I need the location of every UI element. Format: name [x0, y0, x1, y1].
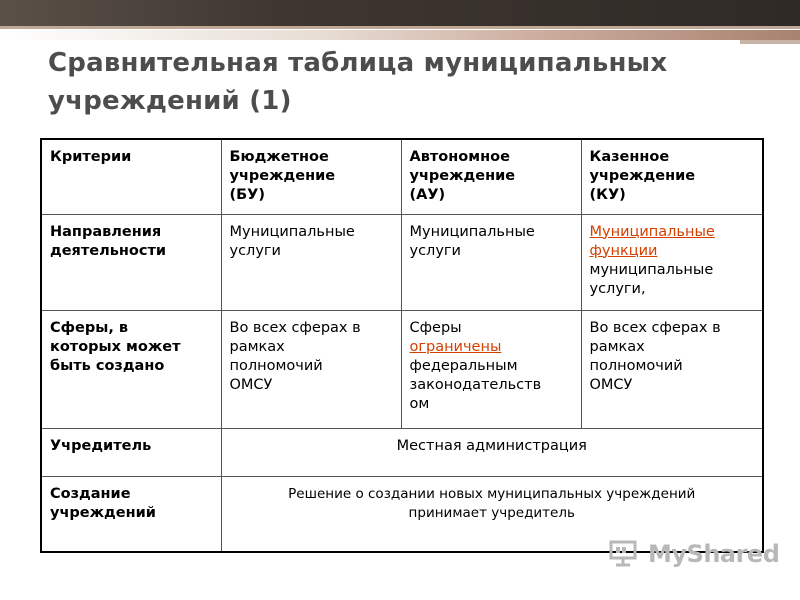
row4-criterion: [41, 476, 221, 552]
row2-au-l5: ом: [409, 395, 430, 412]
row2-ku: [581, 310, 763, 428]
row1-ku: [581, 214, 763, 310]
presentation-board-icon: [608, 538, 638, 568]
row2-au-red: ограничены: [409, 338, 502, 355]
row1-bu-l2: услуги: [229, 242, 281, 259]
row2-au-l4: законодательств: [409, 376, 542, 393]
row2-bu: [221, 310, 401, 428]
watermark-logo: [608, 538, 780, 578]
row4-value-l2: принимает учредитель: [408, 504, 575, 521]
row1-au: [401, 214, 581, 310]
row3-criterion: [41, 428, 221, 476]
header-au-l1: Автономное: [409, 149, 510, 165]
slide-title: Сравнительная таблица муниципальных учреждений (1): [48, 48, 668, 116]
header-criteria-label: Критерии: [50, 149, 132, 165]
row2-bu-l2: рамках: [229, 338, 285, 355]
row2-ku-l2: рамках: [589, 338, 645, 355]
row1-criterion: [41, 214, 221, 310]
row1-au-l2: услуги: [409, 242, 461, 259]
header-au-l2: учреждение: [409, 168, 516, 184]
row1-ku-red2: функции: [589, 242, 658, 259]
row1-bu: [221, 214, 401, 310]
row4-value-l1: Решение о создании новых муниципальных учреждений: [288, 485, 696, 502]
row4-crit-l2: учреждений: [50, 504, 156, 521]
watermark-text: MyShared: [648, 540, 780, 568]
row2-bu-l4: ОМСУ: [229, 376, 273, 393]
row1-crit-l1: Направления: [50, 223, 162, 240]
row2-crit-l1: Сферы, в: [50, 319, 129, 336]
header-ku-l2: учреждение: [589, 168, 696, 184]
row1-au-l1: Муниципальные: [409, 223, 535, 240]
row1-bu-l1: Муниципальные: [229, 223, 355, 240]
header-bu: [221, 139, 401, 214]
comparison-table: [40, 138, 764, 553]
row3-crit: Учредитель: [50, 437, 152, 454]
row1-crit-l2: деятельности: [50, 242, 167, 259]
header-au: [401, 139, 581, 214]
row2-bu-l3: полномочий: [229, 357, 323, 374]
table-row: [41, 310, 763, 428]
row2-au: [401, 310, 581, 428]
row2-crit-l2: которых может: [50, 338, 181, 355]
row3-value: [221, 428, 763, 476]
top-accent-tab: [740, 40, 800, 44]
row2-ku-l4: ОМСУ: [589, 376, 633, 393]
row1-ku-red1: Муниципальные: [589, 223, 715, 240]
table-row: [41, 214, 763, 310]
row2-au-l3: федеральным: [409, 357, 518, 374]
header-ku: [581, 139, 763, 214]
row1-ku-l3: муниципальные: [589, 261, 714, 278]
row2-crit-l3: быть создано: [50, 357, 165, 374]
top-decor-bar: [0, 0, 800, 26]
table-row: [41, 428, 763, 476]
top-gradient-band: [0, 30, 800, 40]
header-ku-l3: (КУ): [589, 187, 626, 203]
header-bu-l3: (БУ): [229, 187, 265, 203]
header-au-l3: (АУ): [409, 187, 446, 203]
header-bu-l1: Бюджетное: [229, 149, 329, 165]
row2-au-l1: Сферы: [409, 319, 462, 336]
header-bu-l2: учреждение: [229, 168, 336, 184]
row2-ku-l1: Во всех сферах в: [589, 319, 721, 336]
top-accent-line: [0, 26, 800, 29]
header-criteria: [41, 139, 221, 214]
row4-crit-l1: Создание: [50, 485, 131, 502]
table-header-row: [41, 139, 763, 214]
row2-bu-l1: Во всех сферах в: [229, 319, 361, 336]
row2-criterion: [41, 310, 221, 428]
header-ku-l1: Казенное: [589, 149, 670, 165]
row3-value-text: Местная администрация: [396, 437, 587, 454]
row2-ku-l3: полномочий: [589, 357, 683, 374]
row1-ku-l4: услуги,: [589, 280, 646, 297]
